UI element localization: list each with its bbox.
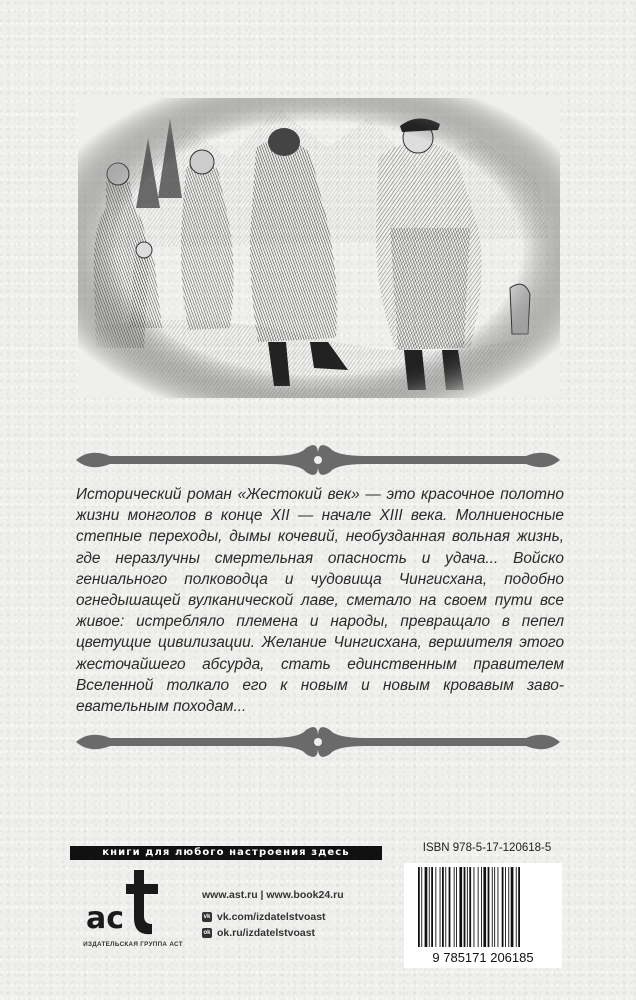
- barcode-bar: [478, 867, 479, 949]
- barcode-digits: 9 785171 206185: [432, 950, 534, 965]
- publisher-group-label: ИЗДАТЕЛЬСКАЯ ГРУППА АСТ: [83, 941, 183, 948]
- vk-label: vk.com/izdatelstvoast: [217, 911, 326, 923]
- barcode: [404, 863, 562, 968]
- ok-icon: ok: [203, 930, 211, 936]
- publisher-sites[interactable]: www.ast.ru | www.book24.ru: [202, 889, 344, 901]
- barcode-bar: [442, 867, 444, 949]
- barcode-bar: [481, 867, 482, 949]
- barcode-bar: [456, 867, 457, 949]
- barcode-bar: [516, 867, 517, 949]
- vk-link[interactable]: [202, 911, 326, 923]
- barcode-bar: [492, 867, 493, 949]
- barcode-bar: [498, 867, 499, 949]
- barcode-bar: [435, 867, 436, 949]
- book-blurb: Исторический роман «Жестокий век» — это красочное полотно жизни монголов в конце XII — начале XIII века. Молниеносные степные переходы, дымы кочевий, необузданная вольная жизнь, где неразлучны смертельная опасность и удача... Войско гениального полководца и чудовища Чингисхана, подобно огнедышащей вулканической лаве, сметало на своем пути все живое: истребляло племена и народы, превращало в пепел цветущие цивилизации. Желание Чингисхана, вершителя этого жесточайшего абсурда, стать единственным правителем Вселенной толкало его к новым и новым кровавым завоевательным походам...: [76, 486, 564, 716]
- barcode-bar: [483, 867, 486, 949]
- barcode-bar: [421, 867, 422, 949]
- ornament-divider-bottom: [70, 722, 566, 762]
- barcode-bar: [454, 867, 455, 949]
- svg-text:ac: ac: [86, 901, 125, 936]
- barcode-bar: [429, 867, 430, 949]
- barcode-bar: [502, 867, 504, 949]
- barcode-bar: [459, 867, 462, 949]
- barcode-bar: [449, 867, 451, 949]
- ok-label: ok.ru/izdatelstvoast: [217, 927, 316, 939]
- barcode-bar: [518, 867, 520, 949]
- barcode-bar: [474, 867, 475, 949]
- barcode-bar: [494, 867, 495, 949]
- tagline-bar: книги для любого настроения здесь: [70, 846, 382, 860]
- barcode-bar: [431, 867, 433, 949]
- barcode-bar: [508, 867, 509, 949]
- barcode-bar: [445, 867, 446, 949]
- vk-icon: vk: [203, 914, 211, 920]
- ornament-divider-top: [70, 440, 566, 480]
- ok-link[interactable]: [202, 927, 315, 939]
- barcode-bar: [488, 867, 490, 949]
- barcode-bar: [425, 867, 428, 949]
- barcode-bar: [464, 867, 466, 949]
- cover-engraving-illustration: [78, 98, 560, 398]
- barcode-bar: [440, 867, 441, 949]
- barcode-bar: [418, 867, 420, 949]
- barcode-bar: [505, 867, 506, 949]
- barcode-bar: [467, 867, 468, 949]
- barcode-bar: [469, 867, 471, 949]
- ast-logo: [82, 866, 172, 940]
- isbn-label: ISBN 978-5-17-120618-5: [422, 842, 552, 854]
- barcode-bar: [511, 867, 514, 949]
